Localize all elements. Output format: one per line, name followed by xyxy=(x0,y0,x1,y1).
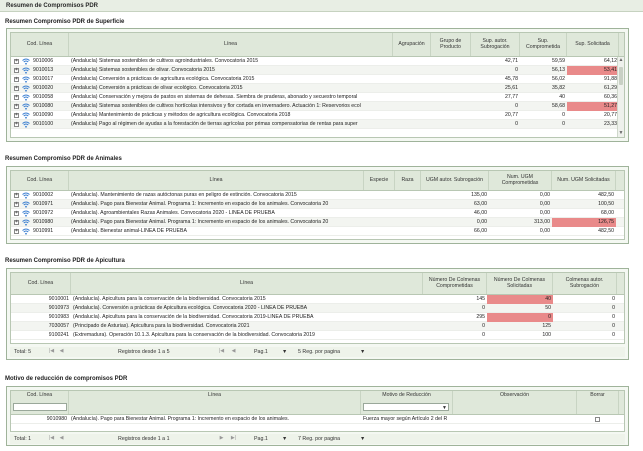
cod-linea-cell: 9010001 xyxy=(48,296,69,302)
chevron-down-icon[interactable]: ▼ xyxy=(282,436,288,442)
animales-panel xyxy=(6,166,629,244)
col-ugm-subrogacion[interactable]: UGM autor. Subrogación xyxy=(421,171,489,190)
wifi-icon xyxy=(22,192,30,199)
expand-icon[interactable]: + xyxy=(15,210,18,216)
col-ugm-solicitadas[interactable]: Num. UGM Solicitadas xyxy=(552,171,616,190)
grupo-cell xyxy=(431,84,471,93)
col-raza[interactable]: Raza xyxy=(395,171,421,190)
prev-page-icon[interactable]: ◀ xyxy=(59,348,64,354)
expand-icon[interactable]: + xyxy=(15,76,18,82)
table-row[interactable] xyxy=(11,295,624,304)
wifi-icon xyxy=(22,112,30,119)
raza-cell xyxy=(395,200,421,209)
sup-sol-cell: 51,27 xyxy=(567,102,619,111)
top-bar xyxy=(0,0,643,12)
colmenas-comp-cell: 295 xyxy=(476,314,485,320)
cod-linea-cell: 9010080 xyxy=(33,103,54,109)
colmenas-subrog-cell: 0 xyxy=(612,323,615,329)
sup-comp-cell: 40 xyxy=(559,94,565,100)
observacion-cell xyxy=(453,415,577,424)
col-cod-linea[interactable]: Cod. Línea xyxy=(11,171,69,190)
colmenas-subrog-cell: 0 xyxy=(612,296,615,302)
sup-comp-cell: 56,02 xyxy=(552,76,565,82)
cod-linea-cell: 9010006 xyxy=(33,58,54,64)
expand-icon[interactable]: + xyxy=(15,121,18,127)
grupo-cell xyxy=(431,66,471,75)
col-motivo-reduccion[interactable]: Motivo de Reducción xyxy=(361,391,453,414)
sup-comp-cell: 0 xyxy=(562,112,565,118)
motivo-filter-select[interactable] xyxy=(363,403,449,411)
wifi-icon xyxy=(22,121,30,128)
first-page-icon[interactable]: |◀ xyxy=(48,348,55,354)
table-row[interactable] xyxy=(11,75,624,84)
table-row[interactable] xyxy=(11,93,624,102)
registros-range: Registros desde 1 a 5 xyxy=(118,349,170,355)
cod-linea-cell: 9010058 xyxy=(33,94,54,100)
cod-linea-cell: 7030057 xyxy=(48,323,69,329)
cod-linea-cell: 9010991 xyxy=(33,228,54,234)
col-colmenas-solicitadas[interactable]: Número De Colmenas Solicitadas xyxy=(487,273,553,294)
ugm-subrog-cell: 66,00 xyxy=(474,228,487,234)
grupo-cell xyxy=(431,111,471,120)
colmenas-sol-cell: 40 xyxy=(487,295,553,304)
apicultura-header xyxy=(11,273,624,295)
wifi-icon xyxy=(22,228,30,235)
table-row[interactable] xyxy=(11,322,624,331)
table-row[interactable] xyxy=(11,84,624,93)
grupo-cell xyxy=(431,120,471,129)
ugm-subrog-cell: 135,00 xyxy=(471,192,487,198)
cod-linea-cell: 9010983 xyxy=(48,314,69,320)
superficie-header xyxy=(11,33,624,57)
motivo-grid xyxy=(10,390,625,432)
sup-sol-cell: 23,33 xyxy=(604,121,617,127)
table-row[interactable] xyxy=(11,331,624,340)
linea-cell: (Andalucía) Pago al régimen de ayudas a la forestación de tierras agrícolas por primas compensatorias de rentas para super xyxy=(71,121,358,127)
prev-page-icon[interactable]: |◀ xyxy=(218,348,225,354)
table-row[interactable] xyxy=(11,200,624,209)
grupo-cell xyxy=(431,93,471,102)
registros-range: Registros desde 1 a 1 xyxy=(118,436,170,442)
ugm-comp-cell: 0,00 xyxy=(539,228,550,234)
sup-sol-cell: 91,88 xyxy=(604,76,617,82)
ugm-sol-cell: 126,75 xyxy=(552,218,616,227)
cod-linea-cell: 9010972 xyxy=(33,210,54,216)
table-row[interactable] xyxy=(11,111,624,120)
colmenas-comp-cell: 0 xyxy=(482,305,485,311)
linea-cell: (Andalucía) Conversión a prácticas de olivar ecológico. Convocatoria 2015 xyxy=(71,85,243,91)
wifi-icon xyxy=(22,58,30,65)
col-colmenas-subrogacion[interactable]: Colmenas autor. Subrogación xyxy=(553,273,617,294)
cod-linea-cell: 9010020 xyxy=(33,85,54,91)
agrupacion-cell xyxy=(393,111,431,120)
col-grupo-producto[interactable]: Grupo de Producto xyxy=(431,33,471,56)
superficie-scrollbar[interactable] xyxy=(617,57,624,137)
apicultura-footer xyxy=(10,347,625,357)
cod-linea-cell: 9010980 xyxy=(46,416,67,422)
last-page-icon[interactable]: ▶| xyxy=(230,435,237,441)
expand-icon[interactable]: + xyxy=(15,112,18,118)
sup-sol-cell: 64,12 xyxy=(604,58,617,64)
wifi-icon xyxy=(22,67,30,74)
motivo-panel xyxy=(6,386,629,446)
linea-cell: (Andalucía). Apicultura para la conservación de la biodiversidad. Convocatoria 2019-LINEA DE PRUEBA xyxy=(73,314,314,320)
agrupacion-cell xyxy=(393,57,431,66)
linea-cell: (Andalucía). Agroambientales Razas Animales. Convocatoria 2020 - LINEA DE PRUEBA xyxy=(71,210,275,216)
per-page-selector[interactable]: 7 Reg. por pagina xyxy=(298,436,341,442)
expand-icon[interactable]: + xyxy=(15,219,18,225)
col-linea[interactable]: Línea xyxy=(69,33,393,56)
raza-cell xyxy=(395,209,421,218)
linea-cell: (Extremadura). Operación 10.1.3. Apicultura para la conservación de la biodiversidad. Convocatoria 2019 xyxy=(73,332,315,338)
colmenas-sol-cell: 50 xyxy=(545,305,551,311)
colmenas-sol-cell: 0 xyxy=(487,313,553,322)
wifi-icon xyxy=(22,94,30,101)
table-row[interactable] xyxy=(11,218,624,227)
chevron-down-icon[interactable]: ▼ xyxy=(360,349,366,355)
sup-subrog-cell: 0 xyxy=(515,103,518,109)
page-selector[interactable]: Pag.1 xyxy=(254,436,268,442)
table-row[interactable] xyxy=(11,191,624,200)
raza-cell xyxy=(395,227,421,236)
motivo-footer xyxy=(10,434,625,444)
col-linea[interactable]: Línea xyxy=(71,273,423,294)
col-cod-linea[interactable]: Cod. Línea xyxy=(11,391,69,414)
col-colmenas-comprometidas[interactable]: Número De Colmenas Comprometidas xyxy=(423,273,487,294)
col-ugm-comprometidas[interactable]: Num. UGM Comprometidas xyxy=(489,171,552,190)
linea-cell: (Andalucía). Mantenimiento de razas autóctonas puras en peligro de extinción. Convocatoria 2015 xyxy=(71,192,297,198)
cod-linea-cell: 9010971 xyxy=(33,201,54,207)
chevron-down-icon[interactable]: ▼ xyxy=(282,349,288,355)
col-agrupacion[interactable]: Agrupación xyxy=(393,33,431,56)
raza-cell xyxy=(395,218,421,227)
ugm-comp-cell: 0,00 xyxy=(539,192,550,198)
wifi-icon xyxy=(22,219,30,226)
wifi-icon xyxy=(22,210,30,217)
motivo-header xyxy=(11,391,624,415)
colmenas-sol-cell: 100 xyxy=(542,332,551,338)
sup-subrog-cell: 42,71 xyxy=(505,58,518,64)
col-sup-solicitada[interactable]: Sup. Solicitada xyxy=(567,33,619,56)
expand-icon[interactable]: + xyxy=(15,58,18,64)
colmenas-comp-cell: 0 xyxy=(482,323,485,329)
cod-linea-cell: 9010017 xyxy=(33,76,54,82)
expand-icon[interactable]: + xyxy=(15,94,18,100)
cod-linea-cell: 9010973 xyxy=(48,305,69,311)
animales-header xyxy=(11,171,624,191)
first-page-icon[interactable]: |◀ xyxy=(48,435,55,441)
linea-cell: (Principado de Asturias). Apicultura para la biodiversidad. Convocatoria 2021 xyxy=(73,323,250,329)
ugm-comp-cell: 0,00 xyxy=(539,210,550,216)
per-page-selector[interactable]: 5 Reg. por pagina xyxy=(298,349,341,355)
linea-cell: (Andalucía) Sistemas sostenibles de olivar. Convocatoria 2015 xyxy=(71,67,215,73)
table-row[interactable] xyxy=(11,66,624,75)
animales-grid xyxy=(10,170,625,240)
agrupacion-cell xyxy=(393,93,431,102)
table-row[interactable] xyxy=(11,227,624,236)
sup-comp-cell: 35,82 xyxy=(552,85,565,91)
cod-linea-cell: 9010013 xyxy=(33,67,54,73)
apicultura-grid xyxy=(10,272,625,344)
expand-icon[interactable]: + xyxy=(15,67,18,73)
borrar-checkbox[interactable] xyxy=(595,417,600,422)
sup-sol-cell: 61,29 xyxy=(604,85,617,91)
sup-sol-cell: 60,36 xyxy=(604,94,617,100)
table-row[interactable] xyxy=(11,313,624,322)
scroll-up-icon[interactable]: ▲ xyxy=(618,57,624,63)
motivo-cell: Fuerza mayor según Artículo 2 del R xyxy=(363,416,448,422)
superficie-grid xyxy=(10,32,625,138)
linea-cell: (Andalucía) Conversión a prácticas de agricultura ecológica. Convocatoria 2015 xyxy=(71,76,255,82)
col-borrar[interactable]: Borrar xyxy=(577,391,619,414)
prev-page-icon[interactable]: ◀ xyxy=(59,435,64,441)
sup-sol-cell: 53,41 xyxy=(567,66,619,75)
sup-subrog-cell: 25,61 xyxy=(505,85,518,91)
wifi-icon xyxy=(22,201,30,208)
especie-cell xyxy=(364,209,395,218)
sup-subrog-cell: 0 xyxy=(515,67,518,73)
sup-comp-cell: 58,68 xyxy=(552,103,565,109)
prev-page-icon[interactable]: ◀ xyxy=(231,348,236,354)
scroll-thumb[interactable] xyxy=(619,67,623,85)
sup-subrog-cell: 20,77 xyxy=(505,112,518,118)
col-cod-linea[interactable]: Cod. Línea xyxy=(11,273,71,294)
agrupacion-cell xyxy=(393,84,431,93)
sup-comp-cell: 0 xyxy=(562,121,565,127)
col-sup-subrogacion[interactable]: Sup. autor. Subrogación xyxy=(471,33,520,56)
linea-cell: (Andalucía) Sistemas sostenibles de cultivos agroindustriales. Convocatoria 2015 xyxy=(71,58,259,64)
cod-linea-cell: 9010100 xyxy=(33,121,54,127)
expand-icon[interactable]: + xyxy=(15,228,18,234)
ugm-subrog-cell: 0,00 xyxy=(476,219,487,225)
col-linea[interactable]: Línea xyxy=(69,171,364,190)
cod-linea-filter-input[interactable] xyxy=(13,403,67,411)
grupo-cell xyxy=(431,75,471,84)
ugm-sol-cell: 482,50 xyxy=(598,228,614,234)
colmenas-subrog-cell: 0 xyxy=(612,332,615,338)
table-row[interactable] xyxy=(11,120,624,129)
linea-cell: (Andalucía) Sistemas sostenibles de cultivos hortícolas intensivos y flor cortada en invernadero. Actuación 1: Reservorios ecol xyxy=(71,103,361,109)
linea-cell: (Andalucía). Pago para Bienestar Animal. Programa 1: Incremento en espacio de los animales. Convocatoria 20 xyxy=(71,201,329,207)
especie-cell xyxy=(364,218,395,227)
chevron-down-icon[interactable]: ▼ xyxy=(360,436,366,442)
table-row[interactable] xyxy=(11,304,624,313)
expand-icon[interactable]: + xyxy=(15,192,18,198)
expand-icon[interactable]: + xyxy=(15,201,18,207)
agrupacion-cell xyxy=(393,75,431,84)
colmenas-subrog-cell: 0 xyxy=(612,305,615,311)
ugm-sol-cell: 482,50 xyxy=(598,192,614,198)
superficie-panel xyxy=(6,28,629,142)
scroll-down-icon[interactable]: ▼ xyxy=(618,130,624,136)
sup-comp-cell: 56,13 xyxy=(552,67,565,73)
colmenas-comp-cell: 145 xyxy=(476,296,485,302)
colmenas-comp-cell: 0 xyxy=(482,332,485,338)
col-especie[interactable]: Especie xyxy=(364,171,395,190)
motivo-title: Motivo de reducción de compromisos PDR xyxy=(5,376,128,382)
table-row[interactable] xyxy=(11,415,624,424)
col-observacion[interactable]: Observación xyxy=(453,391,577,414)
cod-linea-cell: 9010980 xyxy=(33,219,54,225)
total-count: Total: 1 xyxy=(14,436,32,442)
table-row[interactable] xyxy=(11,209,624,218)
superficie-title: Resumen Compromiso PDR de Superficie xyxy=(5,19,125,25)
agrupacion-cell xyxy=(393,102,431,111)
expand-icon[interactable]: + xyxy=(15,85,18,91)
especie-cell xyxy=(364,227,395,236)
table-row[interactable] xyxy=(11,102,624,111)
total-count: Total: 5 xyxy=(14,349,32,355)
linea-cell: (Andalucía). Conversión a prácticas de Apicultura ecológica. Convocatoria 2020 - LINEA DE PRUEBA xyxy=(73,305,308,311)
linea-cell: (Andalucía). Pago para Bienestar Animal. Programa 1: Incremento en espacio de los animales. Convocatoria 20 xyxy=(71,219,329,225)
sup-comp-cell: 59,59 xyxy=(552,58,565,64)
page-selector[interactable]: Pag.1 xyxy=(254,349,268,355)
next-page-icon[interactable]: ▶ xyxy=(219,435,224,441)
animales-title: Resumen Compromiso PDR de Animales xyxy=(5,156,122,162)
agrupacion-cell xyxy=(393,120,431,129)
linea-cell: (Andalucía) Mantenimiento de prácticas y métodos de agricultura ecológica. Convocatoria 2018 xyxy=(71,112,291,118)
wifi-icon xyxy=(22,76,30,83)
ugm-comp-cell: 313,00 xyxy=(534,219,550,225)
cod-linea-cell: 9100241 xyxy=(48,332,69,338)
raza-cell xyxy=(395,191,421,200)
sup-sol-cell: 20,77 xyxy=(604,112,617,118)
grupo-cell xyxy=(431,57,471,66)
sup-subrog-cell: 27,77 xyxy=(505,94,518,100)
grupo-cell xyxy=(431,102,471,111)
col-sup-comprometida[interactable]: Sup. Comprometida xyxy=(520,33,567,56)
ugm-comp-cell: 0,00 xyxy=(539,201,550,207)
cod-linea-cell: 9010090 xyxy=(33,112,54,118)
cod-linea-cell: 9010002 xyxy=(33,192,54,198)
wifi-icon xyxy=(22,85,30,92)
apicultura-panel xyxy=(6,268,629,360)
page-title: Resumen de Compromisos PDR xyxy=(6,3,99,9)
colmenas-subrog-cell: 0 xyxy=(612,314,615,320)
sup-subrog-cell: 0 xyxy=(515,121,518,127)
agrupacion-cell xyxy=(393,66,431,75)
table-row[interactable] xyxy=(11,57,624,66)
sup-subrog-cell: 45,78 xyxy=(505,76,518,82)
ugm-subrog-cell: 63,00 xyxy=(474,201,487,207)
linea-cell: (Andalucía). Pago para Bienestar Animal. Programa 1: Incremento en espacio de los animales. xyxy=(71,416,289,422)
especie-cell xyxy=(364,200,395,209)
especie-cell xyxy=(364,191,395,200)
colmenas-sol-cell: 125 xyxy=(542,323,551,329)
apicultura-title: Resumen Compromiso PDR de Apicultura xyxy=(5,258,125,264)
col-cod-linea[interactable]: Cod. Línea xyxy=(11,33,69,56)
linea-cell: (Andalucía). Apicultura para la conservación de la biodiversidad. Convocatoria 2015 xyxy=(73,296,266,302)
linea-cell: (Andalucía) Conservación y mejora de pastos en sistemas de dehesas. Siembra de praderas, abonado y secuestro temporal xyxy=(71,94,358,100)
col-linea[interactable]: Línea xyxy=(69,391,361,414)
ugm-sol-cell: 100,50 xyxy=(598,201,614,207)
wifi-icon xyxy=(22,103,30,110)
ugm-subrog-cell: 46,00 xyxy=(474,210,487,216)
expand-icon[interactable]: + xyxy=(15,103,18,109)
ugm-sol-cell: 68,00 xyxy=(601,210,614,216)
linea-cell: (Andalucía). Bienestar animal-LINEA DE PRUEBA xyxy=(71,228,187,234)
chevron-down-icon: ▼ xyxy=(442,405,447,411)
